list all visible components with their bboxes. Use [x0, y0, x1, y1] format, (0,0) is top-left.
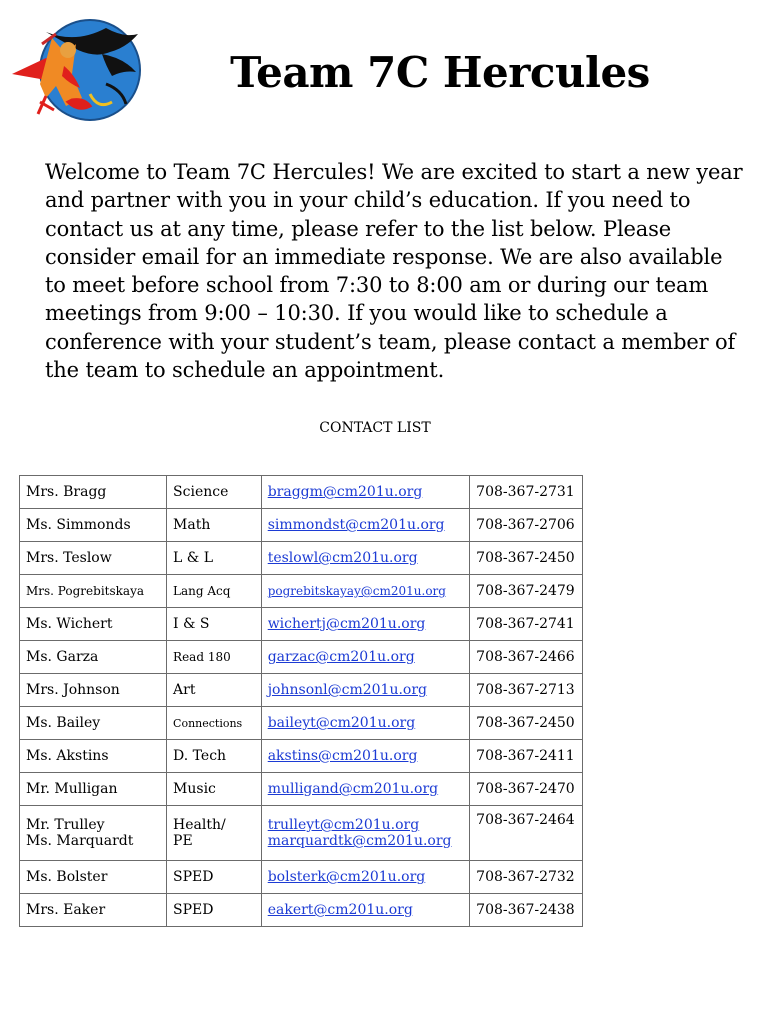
- teacher-name: Ms. Bailey: [26, 715, 101, 731]
- subject-cell: [167, 476, 262, 509]
- subject-name: SPED: [173, 869, 214, 885]
- email-link[interactable]: trulleyt@cm201u.org: [267, 817, 420, 833]
- subject-cell: [167, 707, 262, 740]
- table-row: [20, 806, 583, 861]
- teacher-name-cell: [20, 542, 167, 575]
- phone-cell: [470, 740, 583, 773]
- contact-list-heading: CONTACT LIST: [319, 420, 431, 436]
- teacher-name: Ms. Simmonds: [26, 517, 131, 533]
- table-row: [20, 740, 583, 773]
- hercules-logo: [6, 14, 142, 126]
- phone-cell: [470, 542, 583, 575]
- subject-name: Art: [173, 682, 196, 698]
- subject-name: Connections: [173, 716, 243, 730]
- phone-number: 708-367-2479: [476, 583, 575, 599]
- email-link[interactable]: garzac@cm201u.org: [267, 649, 415, 665]
- teacher-name-cell: [20, 509, 167, 542]
- phone-number: 708-367-2732: [476, 869, 575, 885]
- subject-cell: [167, 542, 262, 575]
- email-cell: [261, 575, 469, 608]
- email-cell: [261, 542, 469, 575]
- email-cell: [261, 861, 469, 894]
- teacher-name: Ms. Bolster: [26, 869, 108, 885]
- teacher-name: Ms. Akstins: [26, 748, 109, 764]
- subject-cell: [167, 608, 262, 641]
- email-link[interactable]: marquardtk@cm201u.org: [267, 833, 452, 849]
- teacher-name: Ms. Garza: [26, 649, 99, 665]
- email-cell: [261, 806, 469, 861]
- contact-table: [19, 475, 583, 927]
- phone-number: 708-367-2470: [476, 781, 575, 797]
- subject-name: Health/: [173, 817, 226, 833]
- subject-cell: [167, 509, 262, 542]
- teacher-name-cell: [20, 806, 167, 861]
- table-row: [20, 861, 583, 894]
- table-row: [20, 509, 583, 542]
- phone-cell: [470, 894, 583, 927]
- table-row: [20, 674, 583, 707]
- table-row: [20, 641, 583, 674]
- teacher-name-cell: [20, 641, 167, 674]
- subject-cell: [167, 740, 262, 773]
- subject-cell: [167, 894, 262, 927]
- subject-name: Read 180: [173, 650, 231, 664]
- table-row: [20, 608, 583, 641]
- email-cell: [261, 641, 469, 674]
- phone-number: 708-367-2438: [476, 902, 575, 918]
- phone-number: 708-367-2731: [476, 484, 575, 500]
- subject-name: Lang Acq: [173, 584, 231, 598]
- subject-name: Music: [173, 781, 216, 797]
- email-cell: [261, 740, 469, 773]
- email-cell: [261, 674, 469, 707]
- teacher-name-cell: [20, 575, 167, 608]
- phone-cell: [470, 806, 583, 861]
- teacher-name: Mr. Mulligan: [26, 781, 118, 797]
- phone-number: 708-367-2411: [476, 748, 575, 764]
- teacher-name: Mrs. Johnson: [26, 682, 120, 698]
- table-row: [20, 476, 583, 509]
- phone-number: 708-367-2450: [476, 550, 575, 566]
- email-link[interactable]: johnsonl@cm201u.org: [267, 682, 428, 698]
- subject-cell: [167, 674, 262, 707]
- email-cell: [261, 476, 469, 509]
- email-link[interactable]: braggm@cm201u.org: [267, 484, 423, 500]
- teacher-name: Mrs. Bragg: [26, 484, 107, 500]
- subject-cell: [167, 641, 262, 674]
- email-link[interactable]: wichertj@cm201u.org: [267, 616, 426, 632]
- teacher-name-cell: [20, 740, 167, 773]
- phone-cell: [470, 861, 583, 894]
- teacher-name: Mrs. Teslow: [26, 550, 112, 566]
- email-cell: [261, 773, 469, 806]
- phone-cell: [470, 608, 583, 641]
- phone-number: 708-367-2464: [476, 812, 575, 828]
- email-link[interactable]: eakert@cm201u.org: [267, 902, 413, 918]
- phone-cell: [470, 641, 583, 674]
- email-cell: [261, 894, 469, 927]
- page-title: Team 7C Hercules: [230, 48, 650, 97]
- teacher-name: Ms. Wichert: [26, 616, 113, 632]
- teacher-name-cell: [20, 608, 167, 641]
- table-row: [20, 894, 583, 927]
- phone-number: 708-367-2466: [476, 649, 575, 665]
- table-row: [20, 575, 583, 608]
- subject-cell: [167, 575, 262, 608]
- subject-name: D. Tech: [173, 748, 227, 764]
- teacher-name-cell: [20, 773, 167, 806]
- phone-number: 708-367-2713: [476, 682, 575, 698]
- email-link[interactable]: baileyt@cm201u.org: [267, 715, 416, 731]
- phone-cell: [470, 509, 583, 542]
- subject-cell: [167, 861, 262, 894]
- table-row: [20, 707, 583, 740]
- subject-name: I & S: [173, 616, 210, 632]
- subject-cell: [167, 806, 262, 861]
- phone-cell: [470, 707, 583, 740]
- email-link[interactable]: mulligand@cm201u.org: [267, 781, 439, 797]
- phone-cell: [470, 575, 583, 608]
- phone-number: 708-367-2741: [476, 616, 575, 632]
- intro-paragraph: Welcome to Team 7C Hercules! We are excited to start a new year and partner with you in your child’s education. If you need to contact us at any time, please refer to the list below. Please consider email for an immediate response. We are also available to meet before school from 7:30 to 8:00 am or during our team meetings from 9:00 – 10:30. If you would like to schedule a conference with your student’s team, please contact a member of the team to schedule an appointment.: [45, 160, 743, 383]
- email-link[interactable]: teslowl@cm201u.org: [267, 550, 418, 566]
- teacher-name-cell: [20, 707, 167, 740]
- teacher-name: Mrs. Pogrebitskaya: [26, 584, 145, 598]
- email-cell: [261, 509, 469, 542]
- email-link[interactable]: pogrebitskayay@cm201u.org: [267, 584, 446, 598]
- subject-name: SPED: [173, 902, 214, 918]
- email-cell: [261, 608, 469, 641]
- teacher-name-cell: [20, 476, 167, 509]
- email-link[interactable]: akstins@cm201u.org: [267, 748, 418, 764]
- teacher-name: Mrs. Eaker: [26, 902, 106, 918]
- teacher-name-cell: [20, 861, 167, 894]
- subject-name: Science: [173, 484, 229, 500]
- email-link[interactable]: bolsterk@cm201u.org: [267, 869, 426, 885]
- phone-number: 708-367-2450: [476, 715, 575, 731]
- teacher-name-cell: [20, 674, 167, 707]
- table-row: [20, 773, 583, 806]
- phone-cell: [470, 773, 583, 806]
- phone-number: 708-367-2706: [476, 517, 575, 533]
- subject-name: Math: [173, 517, 211, 533]
- table-row: [20, 542, 583, 575]
- subject-cell: [167, 773, 262, 806]
- subject-name: PE: [173, 833, 193, 849]
- teacher-name: Mr. Trulley: [26, 817, 105, 833]
- email-cell: [261, 707, 469, 740]
- teacher-name-cell: [20, 894, 167, 927]
- email-link[interactable]: simmondst@cm201u.org: [267, 517, 445, 533]
- phone-cell: [470, 674, 583, 707]
- phone-cell: [470, 476, 583, 509]
- teacher-name: Ms. Marquardt: [26, 833, 134, 849]
- subject-name: L & L: [173, 550, 213, 566]
